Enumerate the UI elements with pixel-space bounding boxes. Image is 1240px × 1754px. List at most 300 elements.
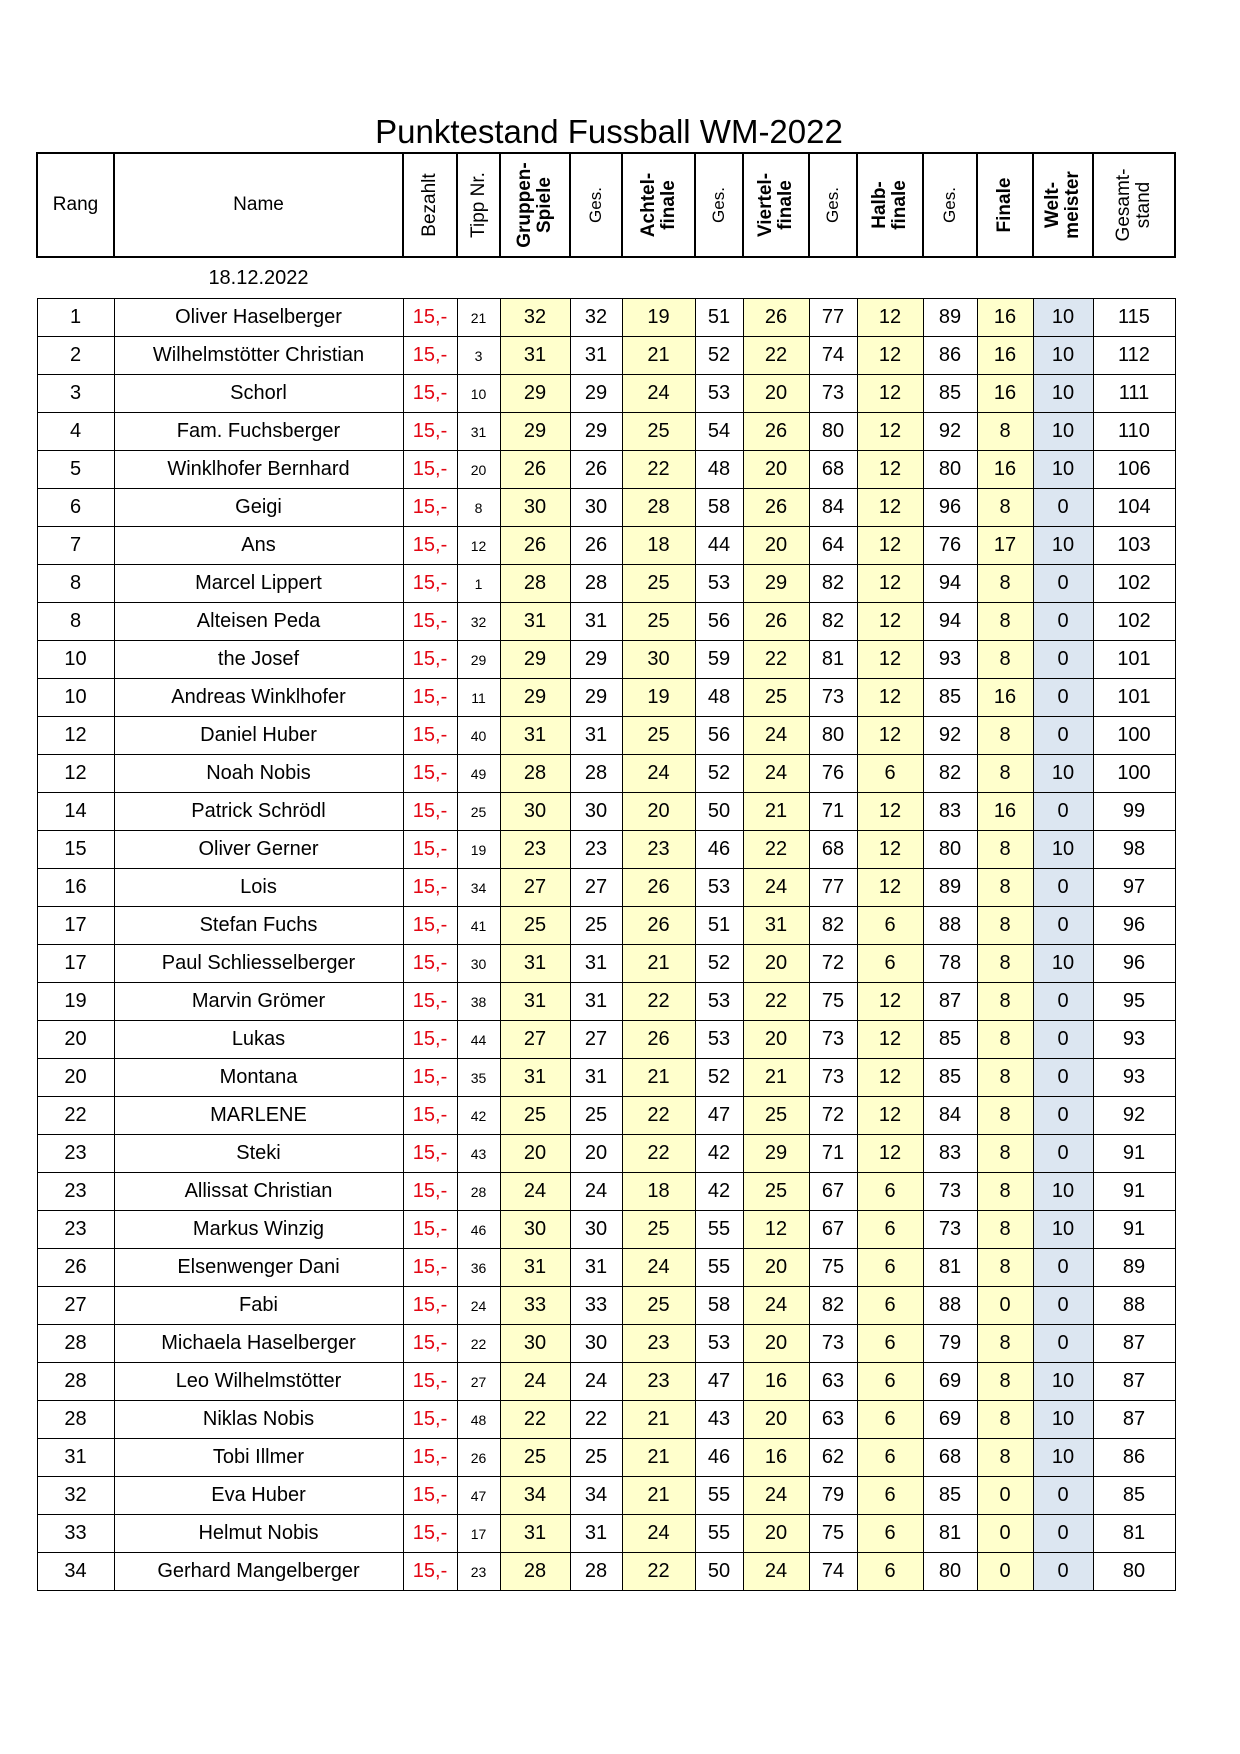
total-after-quarterfinal-cell: 79 [809, 1477, 857, 1515]
table-row [37, 375, 1175, 413]
overall-total-cell: 86 [1093, 1439, 1175, 1477]
round-of-16-points-cell: 23 [622, 1325, 695, 1363]
group-stage-points-cell: 25 [500, 907, 570, 945]
name-cell: Stefan Fuchs [114, 907, 403, 945]
rang-cell: 23 [37, 1211, 114, 1249]
quarterfinal-points-cell: 29 [743, 1135, 809, 1173]
name-cell: Leo Wilhelmstötter [114, 1363, 403, 1401]
total-after-round-of-16-cell: 55 [695, 1211, 743, 1249]
round-of-16-points-cell: 25 [622, 1287, 695, 1325]
name-cell: Montana [114, 1059, 403, 1097]
total-after-quarterfinal-cell: 73 [809, 375, 857, 413]
world-champion-points-cell: 0 [1033, 1097, 1093, 1135]
overall-total-cell: 101 [1093, 679, 1175, 717]
round-of-16-points-cell: 22 [622, 451, 695, 489]
header-gruppenspiele: Gruppen-Spiele [500, 153, 570, 257]
tipp-number-cell: 12 [457, 527, 500, 565]
table-row [37, 1021, 1175, 1059]
overall-total-cell: 115 [1093, 299, 1175, 337]
group-stage-points-cell: 27 [500, 869, 570, 907]
total-after-group-cell: 25 [570, 1439, 622, 1477]
round-of-16-points-cell: 22 [622, 983, 695, 1021]
total-after-semifinal-cell: 88 [923, 1287, 977, 1325]
total-after-group-cell: 31 [570, 337, 622, 375]
date-row [37, 257, 1175, 299]
total-after-round-of-16-cell: 43 [695, 1401, 743, 1439]
total-after-group-cell: 33 [570, 1287, 622, 1325]
name-cell: Andreas Winklhofer [114, 679, 403, 717]
paid-cell: 15,- [403, 565, 457, 603]
round-of-16-points-cell: 21 [622, 1477, 695, 1515]
total-after-quarterfinal-cell: 73 [809, 1021, 857, 1059]
name-cell: Alteisen Peda [114, 603, 403, 641]
overall-total-cell: 110 [1093, 413, 1175, 451]
overall-total-cell: 81 [1093, 1515, 1175, 1553]
name-cell: Tobi Illmer [114, 1439, 403, 1477]
group-stage-points-cell: 31 [500, 1249, 570, 1287]
total-after-semifinal-cell: 96 [923, 489, 977, 527]
total-after-round-of-16-cell: 51 [695, 299, 743, 337]
final-points-cell: 16 [977, 679, 1033, 717]
name-cell: Ans [114, 527, 403, 565]
header-achtelfinale: Achtel-finale [622, 153, 695, 257]
header-ges-3: Ges. [809, 153, 857, 257]
header-name: Name [114, 153, 403, 257]
world-champion-points-cell: 0 [1033, 869, 1093, 907]
tipp-number-cell: 32 [457, 603, 500, 641]
table-row [37, 1249, 1175, 1287]
total-after-round-of-16-cell: 53 [695, 375, 743, 413]
semifinal-points-cell: 6 [857, 1173, 923, 1211]
world-champion-points-cell: 10 [1033, 1401, 1093, 1439]
paid-cell: 15,- [403, 1059, 457, 1097]
total-after-quarterfinal-cell: 63 [809, 1363, 857, 1401]
world-champion-points-cell: 0 [1033, 1021, 1093, 1059]
total-after-semifinal-cell: 78 [923, 945, 977, 983]
overall-total-cell: 91 [1093, 1135, 1175, 1173]
name-cell: Winklhofer Bernhard [114, 451, 403, 489]
paid-cell: 15,- [403, 527, 457, 565]
total-after-round-of-16-cell: 55 [695, 1249, 743, 1287]
semifinal-points-cell: 12 [857, 869, 923, 907]
paid-cell: 15,- [403, 1439, 457, 1477]
total-after-semifinal-cell: 83 [923, 1135, 977, 1173]
name-cell: Fabi [114, 1287, 403, 1325]
name-cell: Helmut Nobis [114, 1515, 403, 1553]
total-after-round-of-16-cell: 56 [695, 717, 743, 755]
world-champion-points-cell: 10 [1033, 527, 1093, 565]
world-champion-points-cell: 10 [1033, 1211, 1093, 1249]
rang-cell: 8 [37, 565, 114, 603]
page-title: Punktestand Fussball WM-2022 [375, 113, 843, 150]
rang-cell: 12 [37, 717, 114, 755]
group-stage-points-cell: 31 [500, 1515, 570, 1553]
total-after-semifinal-cell: 73 [923, 1211, 977, 1249]
tipp-number-cell: 22 [457, 1325, 500, 1363]
tipp-number-cell: 17 [457, 1515, 500, 1553]
total-after-group-cell: 31 [570, 983, 622, 1021]
semifinal-points-cell: 6 [857, 1439, 923, 1477]
final-points-cell: 8 [977, 983, 1033, 1021]
final-points-cell: 8 [977, 1325, 1033, 1363]
paid-cell: 15,- [403, 641, 457, 679]
tipp-number-cell: 42 [457, 1097, 500, 1135]
quarterfinal-points-cell: 20 [743, 1325, 809, 1363]
rang-cell: 34 [37, 1553, 114, 1591]
world-champion-points-cell: 0 [1033, 1135, 1093, 1173]
final-points-cell: 8 [977, 1211, 1033, 1249]
group-stage-points-cell: 32 [500, 299, 570, 337]
total-after-semifinal-cell: 92 [923, 413, 977, 451]
overall-total-cell: 91 [1093, 1173, 1175, 1211]
semifinal-points-cell: 6 [857, 1211, 923, 1249]
round-of-16-points-cell: 24 [622, 375, 695, 413]
total-after-group-cell: 31 [570, 603, 622, 641]
total-after-semifinal-cell: 93 [923, 641, 977, 679]
total-after-semifinal-cell: 86 [923, 337, 977, 375]
total-after-group-cell: 22 [570, 1401, 622, 1439]
quarterfinal-points-cell: 25 [743, 1173, 809, 1211]
round-of-16-points-cell: 18 [622, 1173, 695, 1211]
final-points-cell: 16 [977, 451, 1033, 489]
quarterfinal-points-cell: 24 [743, 755, 809, 793]
final-points-cell: 17 [977, 527, 1033, 565]
quarterfinal-points-cell: 20 [743, 945, 809, 983]
semifinal-points-cell: 6 [857, 1477, 923, 1515]
header-tipp: Tipp Nr. [457, 153, 500, 257]
semifinal-points-cell: 12 [857, 337, 923, 375]
total-after-semifinal-cell: 94 [923, 603, 977, 641]
header-bezahlt: Bezahlt [403, 153, 457, 257]
paid-cell: 15,- [403, 337, 457, 375]
semifinal-points-cell: 12 [857, 717, 923, 755]
group-stage-points-cell: 31 [500, 717, 570, 755]
paid-cell: 15,- [403, 1477, 457, 1515]
rang-cell: 5 [37, 451, 114, 489]
total-after-group-cell: 28 [570, 755, 622, 793]
total-after-round-of-16-cell: 42 [695, 1135, 743, 1173]
tipp-number-cell: 27 [457, 1363, 500, 1401]
total-after-quarterfinal-cell: 74 [809, 1553, 857, 1591]
name-cell: Steki [114, 1135, 403, 1173]
total-after-round-of-16-cell: 46 [695, 831, 743, 869]
rang-cell: 10 [37, 679, 114, 717]
semifinal-points-cell: 6 [857, 1401, 923, 1439]
header-ges-1: Ges. [570, 153, 622, 257]
semifinal-points-cell: 12 [857, 641, 923, 679]
total-after-quarterfinal-cell: 68 [809, 831, 857, 869]
tipp-number-cell: 26 [457, 1439, 500, 1477]
final-points-cell: 0 [977, 1477, 1033, 1515]
total-after-round-of-16-cell: 56 [695, 603, 743, 641]
world-champion-points-cell: 0 [1033, 1325, 1093, 1363]
name-cell: Geigi [114, 489, 403, 527]
semifinal-points-cell: 12 [857, 603, 923, 641]
total-after-quarterfinal-cell: 68 [809, 451, 857, 489]
rang-cell: 2 [37, 337, 114, 375]
semifinal-points-cell: 12 [857, 1021, 923, 1059]
total-after-group-cell: 26 [570, 527, 622, 565]
overall-total-cell: 95 [1093, 983, 1175, 1021]
semifinal-points-cell: 12 [857, 375, 923, 413]
quarterfinal-points-cell: 12 [743, 1211, 809, 1249]
total-after-group-cell: 26 [570, 451, 622, 489]
date-label: 18.12.2022 [208, 266, 309, 289]
final-points-cell: 8 [977, 1401, 1033, 1439]
tipp-number-cell: 28 [457, 1173, 500, 1211]
rang-cell: 17 [37, 945, 114, 983]
total-after-semifinal-cell: 85 [923, 1059, 977, 1097]
total-after-quarterfinal-cell: 62 [809, 1439, 857, 1477]
total-after-group-cell: 30 [570, 793, 622, 831]
semifinal-points-cell: 12 [857, 565, 923, 603]
total-after-group-cell: 29 [570, 413, 622, 451]
group-stage-points-cell: 26 [500, 451, 570, 489]
rang-cell: 32 [37, 1477, 114, 1515]
total-after-quarterfinal-cell: 82 [809, 565, 857, 603]
final-points-cell: 8 [977, 831, 1033, 869]
round-of-16-points-cell: 26 [622, 869, 695, 907]
total-after-group-cell: 30 [570, 489, 622, 527]
paid-cell: 15,- [403, 1249, 457, 1287]
overall-total-cell: 96 [1093, 907, 1175, 945]
header-rang: Rang [37, 153, 114, 257]
semifinal-points-cell: 12 [857, 527, 923, 565]
final-points-cell: 8 [977, 603, 1033, 641]
final-points-cell: 0 [977, 1553, 1033, 1591]
tipp-number-cell: 29 [457, 641, 500, 679]
overall-total-cell: 100 [1093, 717, 1175, 755]
total-after-semifinal-cell: 76 [923, 527, 977, 565]
overall-total-cell: 93 [1093, 1021, 1175, 1059]
final-points-cell: 16 [977, 299, 1033, 337]
semifinal-points-cell: 6 [857, 907, 923, 945]
semifinal-points-cell: 12 [857, 679, 923, 717]
quarterfinal-points-cell: 22 [743, 983, 809, 1021]
final-points-cell: 16 [977, 337, 1033, 375]
final-points-cell: 8 [977, 1097, 1033, 1135]
paid-cell: 15,- [403, 679, 457, 717]
rang-cell: 27 [37, 1287, 114, 1325]
header-viertelfinale: Viertel-finale [743, 153, 809, 257]
rang-cell: 3 [37, 375, 114, 413]
round-of-16-points-cell: 22 [622, 1097, 695, 1135]
quarterfinal-points-cell: 20 [743, 1021, 809, 1059]
overall-total-cell: 111 [1093, 375, 1175, 413]
total-after-quarterfinal-cell: 67 [809, 1173, 857, 1211]
quarterfinal-points-cell: 22 [743, 641, 809, 679]
total-after-semifinal-cell: 69 [923, 1401, 977, 1439]
rang-cell: 6 [37, 489, 114, 527]
table-row [37, 413, 1175, 451]
table-row [37, 641, 1175, 679]
semifinal-points-cell: 12 [857, 489, 923, 527]
paid-cell: 15,- [403, 1325, 457, 1363]
round-of-16-points-cell: 24 [622, 1249, 695, 1287]
world-champion-points-cell: 0 [1033, 1553, 1093, 1591]
rang-cell: 28 [37, 1401, 114, 1439]
header-gesamtstand: Gesamt-stand [1093, 153, 1175, 257]
total-after-group-cell: 28 [570, 1553, 622, 1591]
total-after-round-of-16-cell: 47 [695, 1363, 743, 1401]
group-stage-points-cell: 23 [500, 831, 570, 869]
rang-cell: 16 [37, 869, 114, 907]
total-after-semifinal-cell: 80 [923, 451, 977, 489]
name-cell: Marvin Grömer [114, 983, 403, 1021]
total-after-group-cell: 32 [570, 299, 622, 337]
group-stage-points-cell: 29 [500, 375, 570, 413]
world-champion-points-cell: 0 [1033, 1477, 1093, 1515]
world-champion-points-cell: 0 [1033, 679, 1093, 717]
name-cell: Eva Huber [114, 1477, 403, 1515]
table-row [37, 527, 1175, 565]
total-after-group-cell: 24 [570, 1363, 622, 1401]
rang-cell: 7 [37, 527, 114, 565]
header-row [37, 153, 1175, 257]
final-points-cell: 8 [977, 945, 1033, 983]
name-cell: Oliver Gerner [114, 831, 403, 869]
total-after-semifinal-cell: 81 [923, 1515, 977, 1553]
total-after-quarterfinal-cell: 73 [809, 1325, 857, 1363]
world-champion-points-cell: 0 [1033, 641, 1093, 679]
rang-cell: 4 [37, 413, 114, 451]
final-points-cell: 8 [977, 1363, 1033, 1401]
world-champion-points-cell: 10 [1033, 413, 1093, 451]
group-stage-points-cell: 20 [500, 1135, 570, 1173]
total-after-group-cell: 34 [570, 1477, 622, 1515]
quarterfinal-points-cell: 20 [743, 1401, 809, 1439]
semifinal-points-cell: 6 [857, 1249, 923, 1287]
table-row [37, 1515, 1175, 1553]
total-after-group-cell: 29 [570, 679, 622, 717]
name-cell: Lukas [114, 1021, 403, 1059]
final-points-cell: 8 [977, 907, 1033, 945]
total-after-group-cell: 31 [570, 717, 622, 755]
round-of-16-points-cell: 22 [622, 1135, 695, 1173]
round-of-16-points-cell: 21 [622, 945, 695, 983]
group-stage-points-cell: 28 [500, 755, 570, 793]
semifinal-points-cell: 6 [857, 755, 923, 793]
round-of-16-points-cell: 21 [622, 1401, 695, 1439]
quarterfinal-points-cell: 22 [743, 831, 809, 869]
total-after-quarterfinal-cell: 74 [809, 337, 857, 375]
tipp-number-cell: 47 [457, 1477, 500, 1515]
name-cell: Noah Nobis [114, 755, 403, 793]
round-of-16-points-cell: 20 [622, 793, 695, 831]
header-finale: Finale [977, 153, 1033, 257]
total-after-quarterfinal-cell: 82 [809, 1287, 857, 1325]
paid-cell: 15,- [403, 983, 457, 1021]
paid-cell: 15,- [403, 603, 457, 641]
name-cell: Lois [114, 869, 403, 907]
rang-cell: 17 [37, 907, 114, 945]
overall-total-cell: 102 [1093, 565, 1175, 603]
table-row [37, 299, 1175, 337]
total-after-group-cell: 30 [570, 1325, 622, 1363]
total-after-semifinal-cell: 79 [923, 1325, 977, 1363]
total-after-semifinal-cell: 89 [923, 869, 977, 907]
overall-total-cell: 91 [1093, 1211, 1175, 1249]
overall-total-cell: 112 [1093, 337, 1175, 375]
group-stage-points-cell: 30 [500, 489, 570, 527]
round-of-16-points-cell: 21 [622, 337, 695, 375]
paid-cell: 15,- [403, 489, 457, 527]
name-cell: Elsenwenger Dani [114, 1249, 403, 1287]
total-after-group-cell: 29 [570, 641, 622, 679]
world-champion-points-cell: 10 [1033, 1363, 1093, 1401]
total-after-round-of-16-cell: 44 [695, 527, 743, 565]
table-row [37, 1097, 1175, 1135]
total-after-round-of-16-cell: 55 [695, 1515, 743, 1553]
total-after-group-cell: 28 [570, 565, 622, 603]
paid-cell: 15,- [403, 1021, 457, 1059]
total-after-quarterfinal-cell: 71 [809, 1135, 857, 1173]
total-after-semifinal-cell: 85 [923, 679, 977, 717]
total-after-semifinal-cell: 94 [923, 565, 977, 603]
round-of-16-points-cell: 25 [622, 1211, 695, 1249]
world-champion-points-cell: 10 [1033, 1439, 1093, 1477]
quarterfinal-points-cell: 24 [743, 1553, 809, 1591]
world-champion-points-cell: 10 [1033, 451, 1093, 489]
world-champion-points-cell: 10 [1033, 945, 1093, 983]
table-row [37, 717, 1175, 755]
paid-cell: 15,- [403, 793, 457, 831]
final-points-cell: 8 [977, 717, 1033, 755]
quarterfinal-points-cell: 31 [743, 907, 809, 945]
overall-total-cell: 96 [1093, 945, 1175, 983]
total-after-group-cell: 31 [570, 1059, 622, 1097]
total-after-round-of-16-cell: 59 [695, 641, 743, 679]
name-cell: Paul Schliesselberger [114, 945, 403, 983]
name-cell: the Josef [114, 641, 403, 679]
total-after-group-cell: 27 [570, 869, 622, 907]
table-row [37, 1325, 1175, 1363]
round-of-16-points-cell: 25 [622, 413, 695, 451]
total-after-round-of-16-cell: 54 [695, 413, 743, 451]
final-points-cell: 8 [977, 1173, 1033, 1211]
quarterfinal-points-cell: 29 [743, 565, 809, 603]
name-cell: Daniel Huber [114, 717, 403, 755]
table-row [37, 1477, 1175, 1515]
world-champion-points-cell: 0 [1033, 1515, 1093, 1553]
table-row [37, 1059, 1175, 1097]
overall-total-cell: 87 [1093, 1363, 1175, 1401]
overall-total-cell: 98 [1093, 831, 1175, 869]
total-after-round-of-16-cell: 53 [695, 565, 743, 603]
paid-cell: 15,- [403, 1553, 457, 1591]
total-after-round-of-16-cell: 52 [695, 945, 743, 983]
total-after-group-cell: 20 [570, 1135, 622, 1173]
table-row [37, 565, 1175, 603]
rang-cell: 15 [37, 831, 114, 869]
final-points-cell: 8 [977, 641, 1033, 679]
quarterfinal-points-cell: 25 [743, 679, 809, 717]
rang-cell: 28 [37, 1363, 114, 1401]
final-points-cell: 8 [977, 1059, 1033, 1097]
name-cell: Patrick Schrödl [114, 793, 403, 831]
total-after-round-of-16-cell: 50 [695, 793, 743, 831]
tipp-number-cell: 10 [457, 375, 500, 413]
quarterfinal-points-cell: 24 [743, 1477, 809, 1515]
final-points-cell: 8 [977, 1249, 1033, 1287]
total-after-quarterfinal-cell: 71 [809, 793, 857, 831]
semifinal-points-cell: 12 [857, 983, 923, 1021]
rang-cell: 22 [37, 1097, 114, 1135]
final-points-cell: 8 [977, 1135, 1033, 1173]
group-stage-points-cell: 31 [500, 1059, 570, 1097]
table-row [37, 1439, 1175, 1477]
quarterfinal-points-cell: 24 [743, 717, 809, 755]
